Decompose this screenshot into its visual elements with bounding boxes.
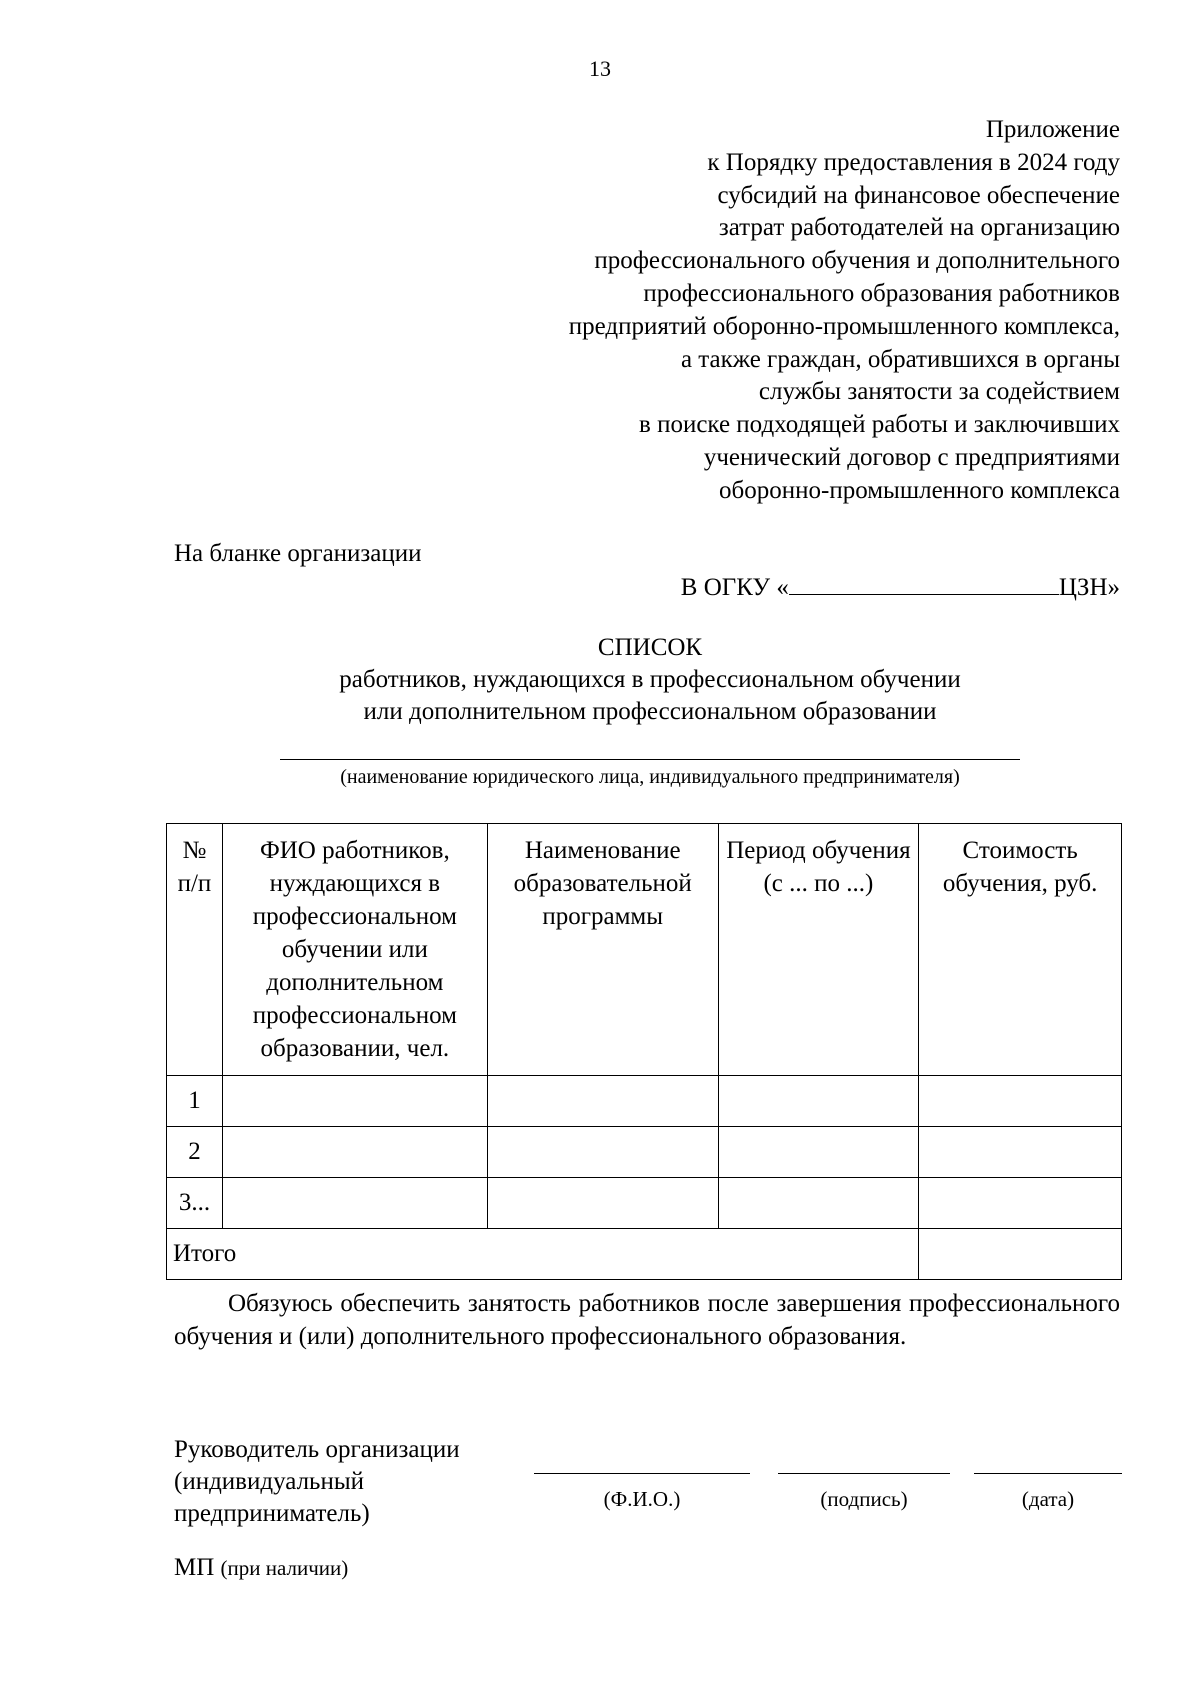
fio-signature-field[interactable] [534,1473,750,1474]
table-row [167,1178,1122,1229]
total-label: Итого [167,1229,919,1280]
title-line: работников, нуждающихся в профессиональном обучении [339,666,961,693]
table-total-row [167,1229,1122,1280]
table-row [167,1127,1122,1178]
date-field[interactable] [974,1473,1122,1474]
fio-caption: (Ф.И.О.) [603,1487,681,1511]
fio-cell[interactable] [222,1076,487,1127]
header-fio: ФИО работников, нуждающихся в профессиональном обучении или дополнительном профессиональном образовании, чел. [222,824,487,1076]
table-row [167,1076,1122,1127]
title-heading: СПИСОК [597,634,703,661]
recipient-line [500,572,1120,602]
total-cost-cell[interactable] [919,1229,1122,1280]
title-line: или дополнительном профессиональном образовании [363,698,937,725]
signer-line: (индивидуальный [174,1468,365,1495]
program-cell[interactable] [487,1076,718,1127]
appendix-line: профессионального образования работников [643,279,1120,307]
appendix-line: Приложение [985,116,1120,143]
appendix-line: предприятий оборонно-промышленного комплекса, [568,312,1120,340]
signer-title [174,1434,524,1530]
period-cell[interactable] [718,1127,919,1178]
appendix-line: к Порядку предоставления в 2024 году [707,148,1120,176]
row-number: 3... [167,1178,223,1229]
row-number: 1 [167,1076,223,1127]
appendix-line: а также граждан, обратившихся в органы [680,345,1120,373]
letterhead-note: На бланке организации [174,540,422,567]
period-cell[interactable] [718,1178,919,1229]
row-number: 2 [167,1127,223,1178]
appendix-line: службы занятости за содействием [758,378,1120,406]
appendix-line: в поиске подходящей работы и заключивших [639,411,1120,439]
fio-cell[interactable] [222,1178,487,1229]
stamp-label: МП [174,1554,215,1581]
cost-cell[interactable] [919,1178,1122,1229]
recipient-prefix: В ОГКУ « [680,574,789,601]
document-title [0,632,1200,728]
recipient-suffix: ЦЗН» [1058,574,1120,601]
period-cell[interactable] [718,1076,919,1127]
header-num: № п/п [167,824,223,1076]
employees-table [166,823,1122,1280]
signer-line: Руководитель организации [174,1436,460,1463]
stamp-place [174,1554,348,1582]
program-cell[interactable] [487,1178,718,1229]
appendix-line: ученический договор с предприятиями [703,443,1120,471]
fio-cell[interactable] [222,1127,487,1178]
recipient-blank-field[interactable] [789,572,1059,595]
cost-cell[interactable] [919,1076,1122,1127]
appendix-line: профессионального обучения и дополнительного [594,247,1120,275]
organization-name-caption: (наименование юридического лица, индивидуального предпринимателя) [340,766,960,788]
signature-field[interactable] [778,1473,950,1474]
cost-cell[interactable] [919,1127,1122,1178]
table-header-row [167,824,1122,1076]
appendix-line: затрат работодателей на организацию [718,214,1120,242]
signer-line: предприниматель) [174,1500,370,1527]
appendix-header [400,114,1120,508]
program-cell[interactable] [487,1127,718,1178]
header-program: Наименование образовательной программы [487,824,718,1076]
organization-name-field[interactable] [280,759,1020,760]
header-cost: Стоимость обучения, руб. [919,824,1122,1076]
stamp-note: (при наличии) [220,1556,349,1580]
header-period: Период обучения (с ... по ...) [718,824,919,1076]
date-caption: (дата) [1021,1487,1075,1511]
appendix-line: субсидий на финансовое обеспечение [717,181,1120,209]
page-number: 13 [589,56,611,81]
signature-caption: (подпись) [820,1487,908,1511]
employment-pledge: Обязуюсь обеспечить занятость работников после завершения профессионального обучения и (или) дополнительного профессионального образования. [174,1290,1120,1350]
appendix-line: оборонно-промышленного комплекса [719,476,1120,504]
